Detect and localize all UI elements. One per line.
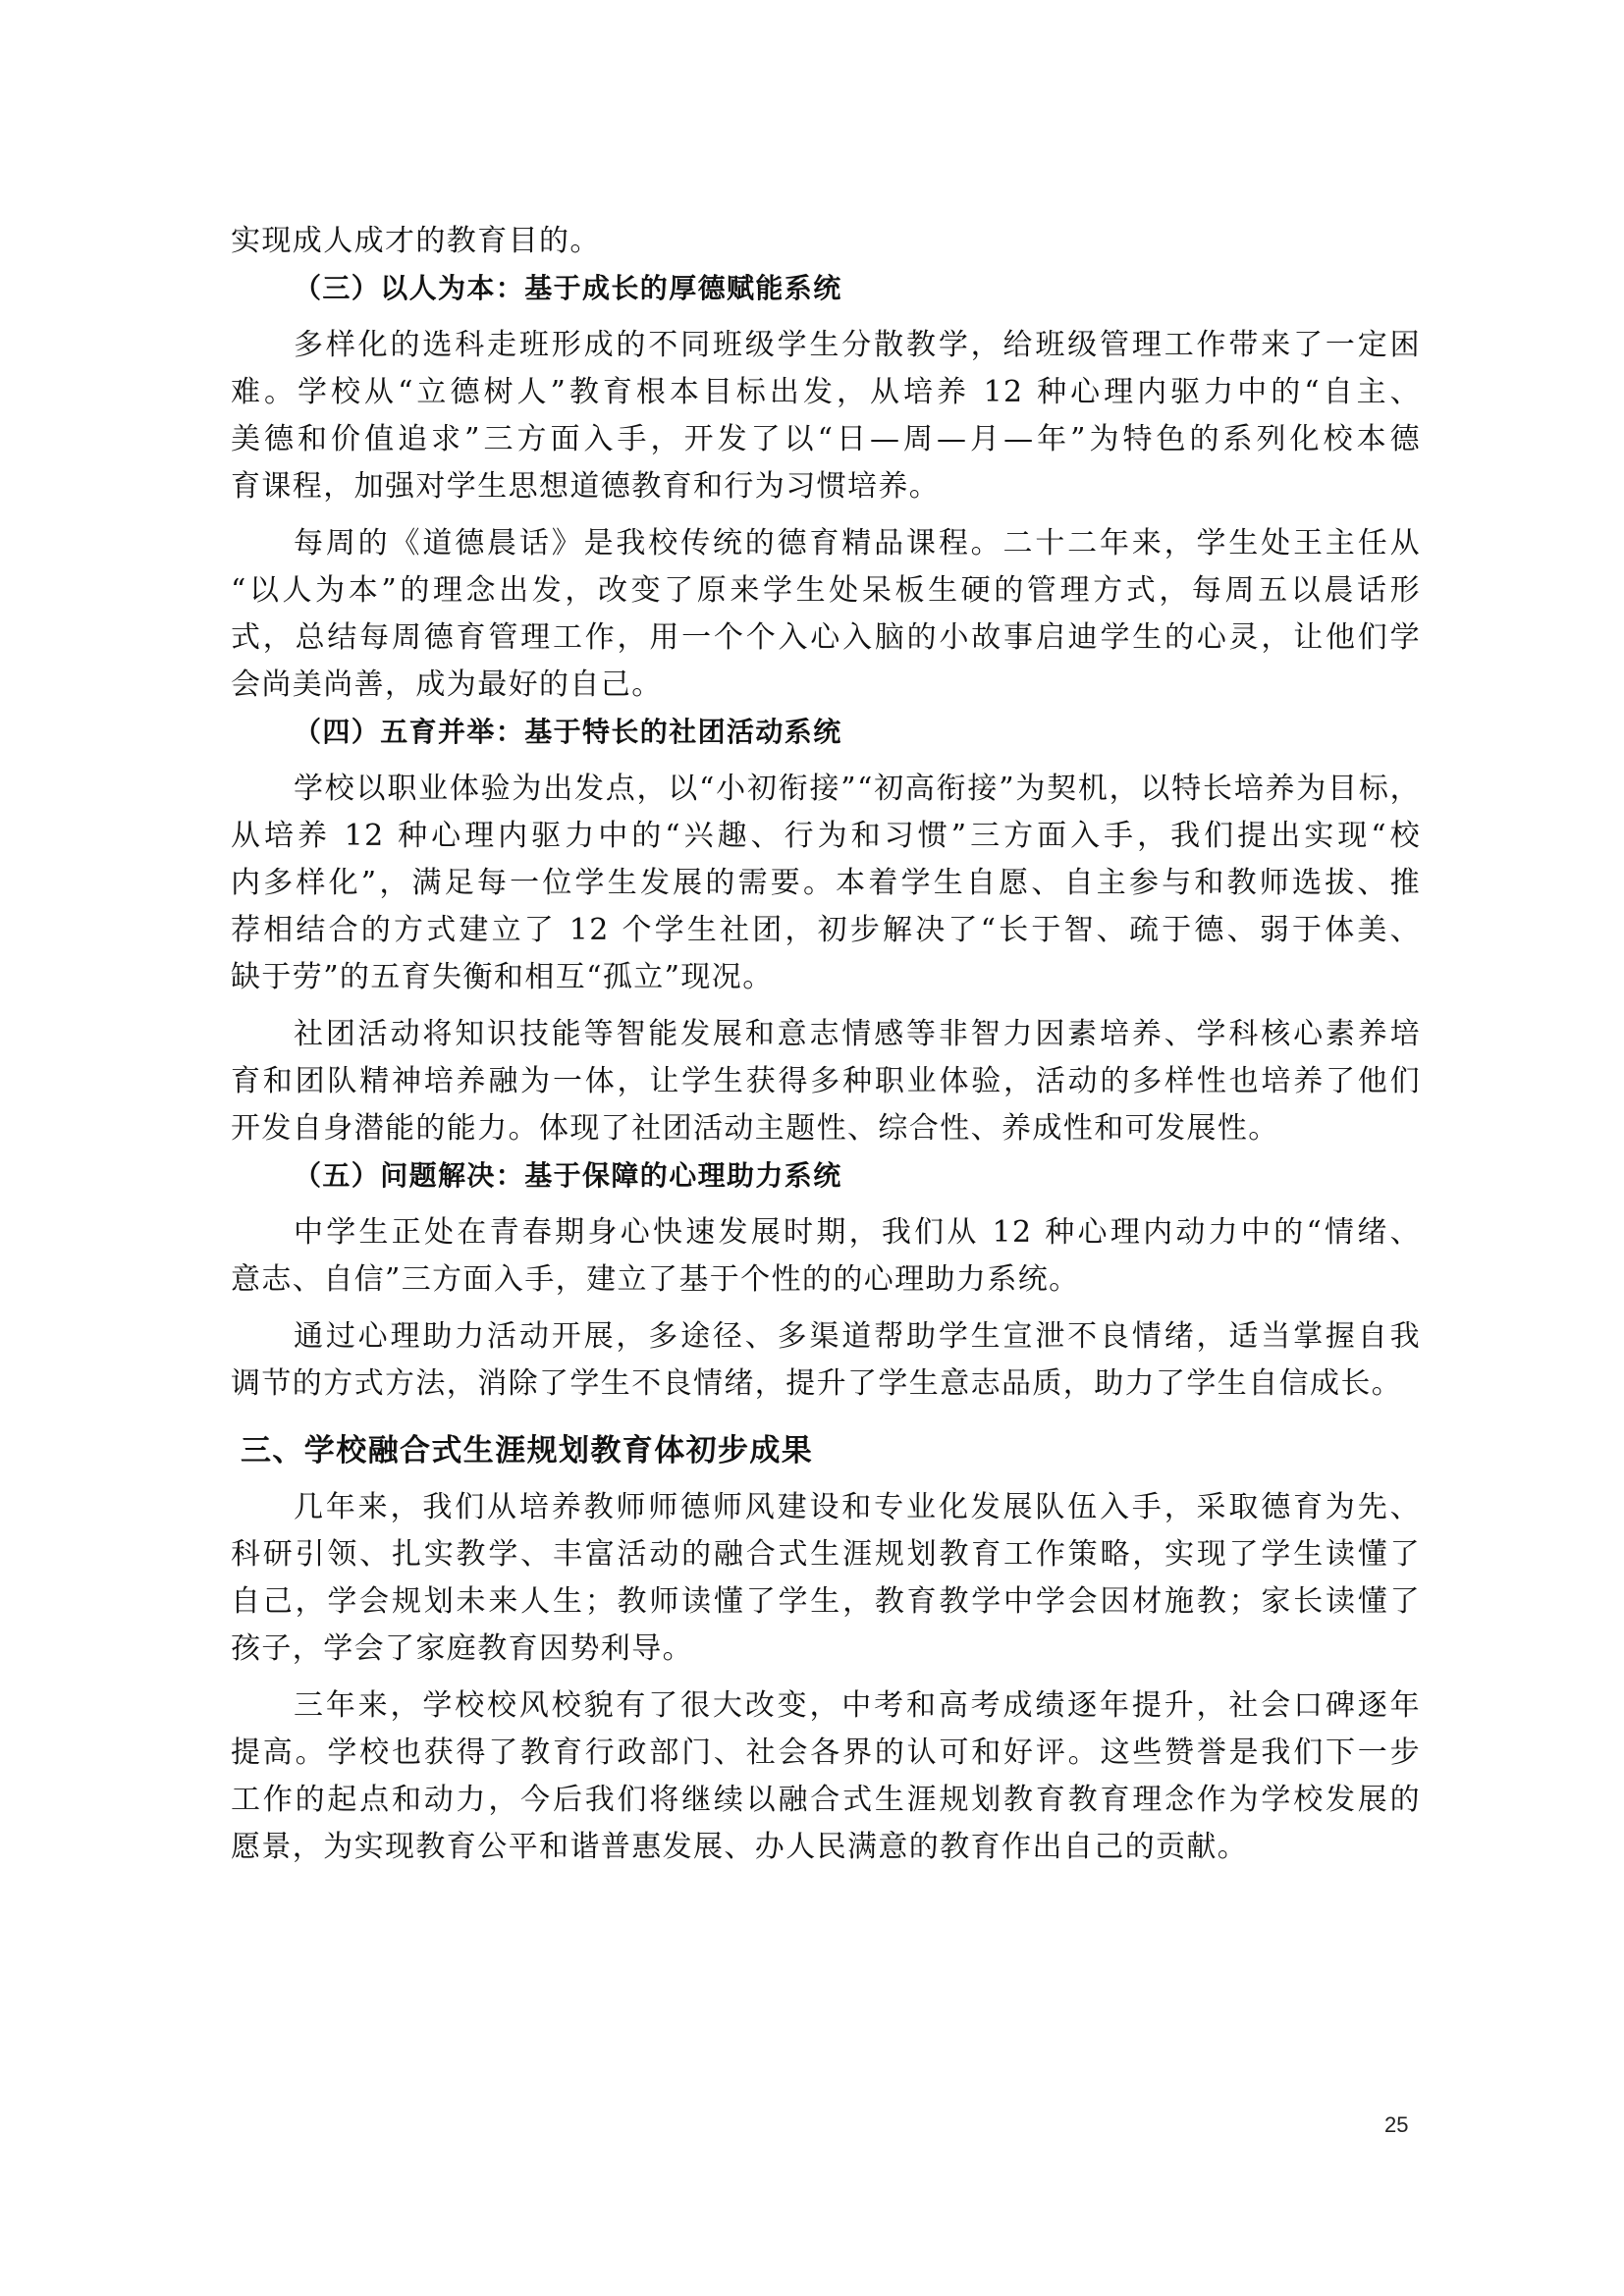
section5-paragraph-1 (231, 1209, 1421, 1304)
part3-paragraph-1 (231, 1484, 1421, 1673)
section3-paragraph-1 (231, 322, 1421, 510)
paragraph-line: 从培养 12 种心理内驱力中的“兴趣、行为和习惯”三方面入手，我们提出实现“校 (231, 819, 1421, 853)
paragraph-line: 提高。学校也获得了教育行政部门、社会各界的认可和好评。这些赞誉是我们下一步 (231, 1735, 1421, 1770)
section5-paragraph-2 (231, 1313, 1421, 1408)
paragraph-line: 美德和价值追求”三方面入手，开发了以“日—周—月—年”为特色的系列化校本德 (231, 422, 1421, 456)
paragraph-line: 社团活动将知识技能等智能发展和意志情感等非智力因素培养、学科核心素养培 (294, 1017, 1421, 1051)
opening-line: 实现成人成才的教育目的。 (231, 224, 601, 258)
section4-paragraph-2 (231, 1011, 1421, 1152)
paragraph-line: 几年来，我们从培养教师师德师风建设和专业化发展队伍入手，采取德育为先、 (294, 1490, 1421, 1524)
paragraph-line: 通过心理助力活动开展，多途径、多渠道帮助学生宣泄不良情绪，适当掌握自我 (294, 1319, 1421, 1354)
paragraph-line: 学校以职业体验为出发点，以“小初衔接”“初高衔接”为契机，以特长培养为目标， (294, 772, 1421, 806)
paragraph-line: 意志、自信”三方面入手，建立了基于个性的的心理助力系统。 (231, 1262, 1080, 1297)
section4-paragraph-1 (231, 766, 1421, 1001)
paragraph-line: 中学生正处在青春期身心快速发展时期，我们从 12 种心理内动力中的“情绪、 (294, 1215, 1421, 1250)
paragraph-line: 育课程，加强对学生思想道德教育和行为习惯培养。 (231, 469, 941, 504)
paragraph-line: 难。学校从“立德树人”教育根本目标出发，从培养 12 种心理内驱力中的“自主、 (231, 375, 1421, 409)
paragraph-line: 调节的方式方法，消除了学生不良情绪，提升了学生意志品质，助力了学生自信成长。 (231, 1366, 1403, 1401)
paragraph-line: 式，总结每周德育管理工作，用一个个入心入脑的小故事启迪学生的心灵，让他们学 (231, 620, 1421, 655)
page-number: 25 (1384, 2112, 1409, 2137)
paragraph-line: 内多样化”，满足每一位学生发展的需要。本着学生自愿、自主参与和教师选拔、推 (231, 866, 1421, 900)
paragraph-line: 愿景，为实现教育公平和谐普惠发展、办人民满意的教育作出自己的贡献。 (231, 1830, 1249, 1864)
part3-heading: 三、学校融合式生涯规划教育体初步成果 (241, 1433, 814, 1468)
paragraph-line: 开发自身潜能的能力。体现了社团活动主题性、综合性、养成性和可发展性。 (231, 1111, 1279, 1146)
section3-paragraph-2 (231, 520, 1421, 709)
section5-heading: （五）问题解决：基于保障的心理助力系统 (294, 1159, 842, 1192)
paragraph-line: 会尚美尚善，成为最好的自己。 (231, 667, 663, 702)
paragraph-line: 三年来，学校校风校貌有了很大改变，中考和高考成绩逐年提升，社会口碑逐年 (294, 1688, 1421, 1723)
paragraph-line: 多样化的选科走班形成的不同班级学生分散教学，给班级管理工作带来了一定困 (294, 328, 1421, 362)
paragraph-line: 每周的《道德晨话》是我校传统的德育精品课程。二十二年来，学生处王主任从 (294, 526, 1421, 561)
paragraph-line: 育和团队精神培养融为一体，让学生获得多种职业体验，活动的多样性也培养了他们 (231, 1064, 1421, 1098)
paragraph-line: 缺于劳”的五育失衡和相互“孤立”现况。 (231, 960, 774, 994)
part3-paragraph-2 (231, 1682, 1421, 1871)
document-page (231, 218, 1421, 1871)
paragraph-line: “以人为本”的理念出发，改变了原来学生处呆板生硬的管理方式，每周五以晨话形 (231, 573, 1421, 608)
section3-heading: （三）以人为本：基于成长的厚德赋能系统 (294, 272, 842, 304)
section4-heading: （四）五育并举：基于特长的社团活动系统 (294, 716, 842, 748)
paragraph-line: 自己，学会规划未来人生；教师读懂了学生，教育教学中学会因材施教；家长读懂了 (231, 1584, 1421, 1619)
paragraph-line: 孩子，学会了家庭教育因势利导。 (231, 1631, 693, 1666)
paragraph-line: 荐相结合的方式建立了 12 个学生社团，初步解决了“长于智、疏于德、弱于体美、 (231, 913, 1421, 947)
paragraph-line: 工作的起点和动力，今后我们将继续以融合式生涯规划教育教育理念作为学校发展的 (231, 1783, 1421, 1817)
paragraph-line: 科研引领、扎实教学、丰富活动的融合式生涯规划教育工作策略，实现了学生读懂了 (231, 1537, 1421, 1572)
